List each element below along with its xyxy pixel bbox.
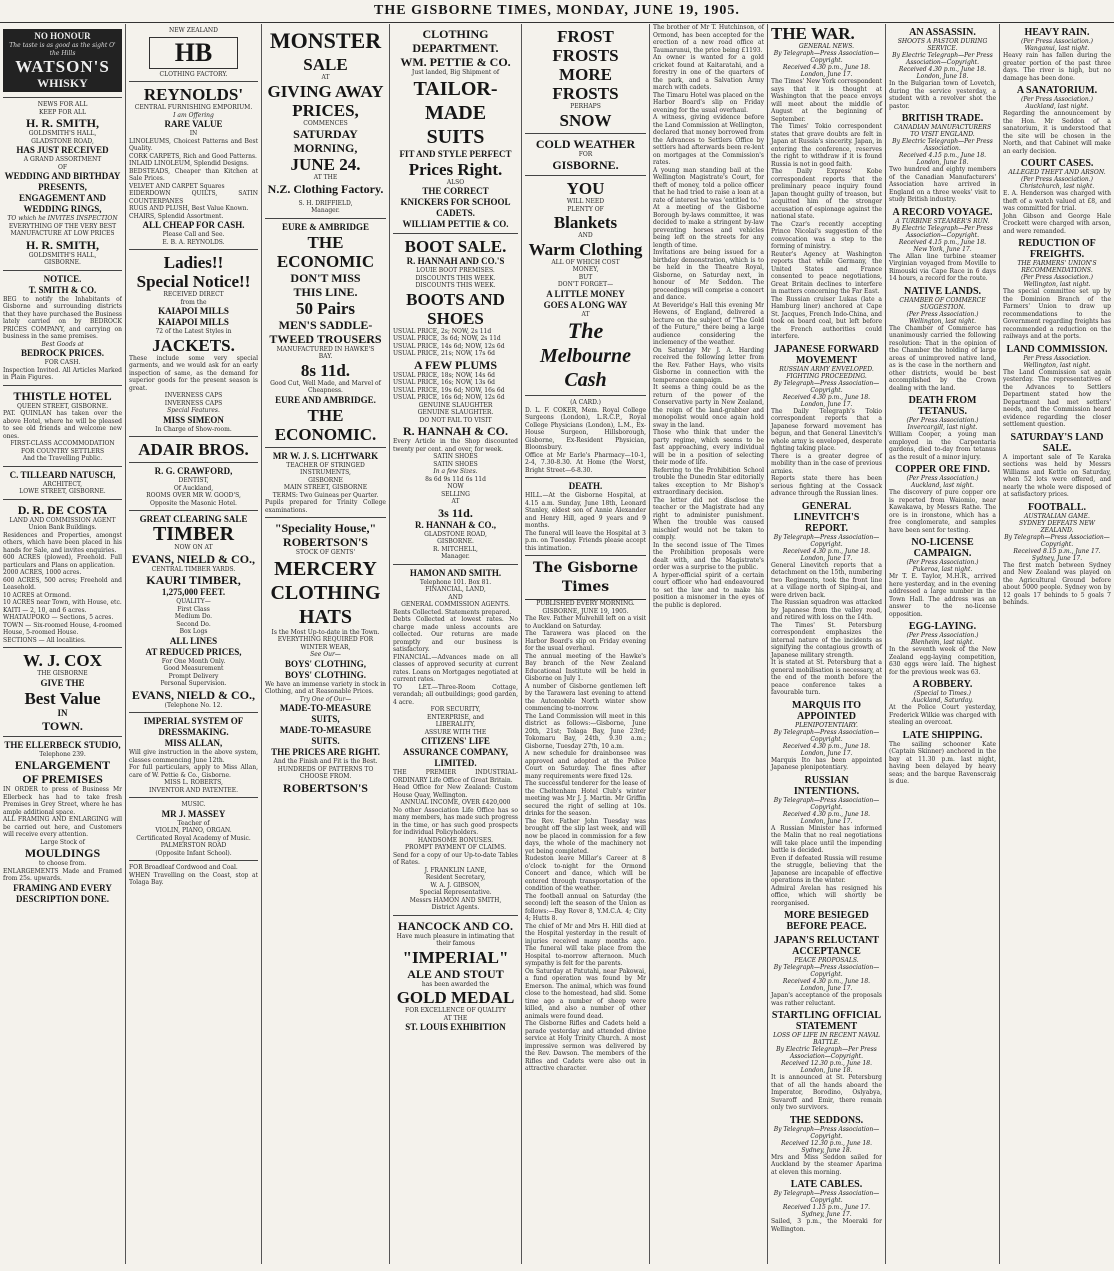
notice-ad: NOTICE. T. SMITH & CO. BEG to notify the Inhabitants of Gisborne and surrounding districts that they have purchased the Business lately carried on by BEDROCK PRICES COMPANY, and carrying on business in the same premises. Best Goods at BEDROCK PRICES. FOR CASH. Inspection Invited. All Articles Marked in Plain Figures. bbox=[3, 271, 122, 386]
native-lands-news: NATIVE LANDS. CHAMBER OF COMMERCE SUGGESTION. (Per Press Association.) Wellington, last night. The Chamber of Commerce has unanimously carried the following resolution: That in the opinion of the Chamber the holding of large areas of unimproved native land, as is the case in the northern and other districts, would be best accomplished by the Crown dealing with the land. bbox=[889, 285, 996, 392]
late-cables: LATE CABLES. By Telegraph—Press Association—Copyright. Received 1.15 p.m., June 17. Sydney, June 17. Sailed, 3 p.m., the Moeraki for Wellington. bbox=[771, 1179, 882, 1233]
boot-sale-ad: BOOT SALE. R. HANNAH AND CO.'S LOUIE BOOT PREMISES. DISCOUNTS THIS WEEK. DISCOUNTS THIS WEEK. BOOTS AND SHOES USUAL PRICE, 2s; NOW, 2s 11d USUAL PRICE, 3s 6d; NOW, 2s 11d USUAL PRICE, 14s 6d; NOW, 12s 6d USUAL PRICE, 21s; NOW, 17s 6d A FEW PLUMS USUAL PRICE, 18s; NOW, 14s 6d USUAL PRICE, 16s; NOW, 13s 6d USUAL PRICE, 19s 6d; NOW, 16s 6d USUAL PRICE, 16s 6d; NOW, 12s 6d GENUINE SLAUGHTER GENUINE SLAUGHTER. DO NOT FAIL TO VISIT R. HANNAH & CO. Every Article in the Shop discounted twenty per cent. and over, for week. SATIN SHOES SATIN SHOES In a few Sizes. 8s 6d 9s 11d 6s 11d NOW SELLING AT 3s 11d. R. HANNAH & CO., GLADSTONE ROAD, GISBORNE. R. MITCHELL, Manager. bbox=[393, 234, 518, 565]
timber-ad: GREAT CLEARING SALE TIMBER NOW ON AT EVANS, NIELD & CO., CENTRAL TIMBER YARDS. KAURI TIMBER, 1,275,000 FEET. QUALITY— First Class Medium Do. Second Do. Box Logs ALL LINES AT REDUCED PRICES, For One Month Only. Good Measurement Prompt Delivery Personal Supervision. EVANS, NIELD & CO., (Telephone No. 12. bbox=[129, 511, 258, 713]
column-1 bbox=[0, 24, 126, 1264]
reynolds-ad: REYNOLDS' CENTRAL FURNISHING EMPORIUM. I am Offering RARE VALUE IN LINOLEUMS, Choicest Patterns and Best Quality. CORK CARPETS, Rich and Good Patterns. INLAID LINOLEUM, Splendid Designs. BEDSTEADS, Cheaper than Kitchen at Sale Prices. VELVET AND CARPET Squares EIDERDOWN QUILTS, SATIN COUNTERPANES RUGS AND PLUSH, Best Value Known. CHAIRS, Splendid Assortment. ALL CHEAP FOR CASH. Please Call and See. E. B. A. REYNOLDS. bbox=[129, 82, 258, 250]
assassin-news: AN ASSASSIN. SHOOTS A PASTOR DURING SERVICE. By Electric Telegraph—Per Press Association—Copyright. Received 4.30 p.m., June 18. London, June 18. In the Bulgarian town of Lovetch, during the service yesterday, a student with a revolver shot the pastor. bbox=[889, 27, 996, 110]
lichtwark-ad: MR W. J. S. LICHTWARK TEACHER OF STRINGED INSTRUMENTS, GISBORNE MAIN STREET, GISBORNE TERMS: Two Guineas per Quarter. Pupils prepared for Trinity College examinations. bbox=[265, 448, 386, 519]
russian-intentions: RUSSIAN INTENTIONS. By Telegraph—Press Association—Copyright. Received 4.30 p.m., June 18. London, June 17. A Russian Minister has informed the Malin that no real negotiations will take place until the impending battle is decided. Even if defeated Russia will resume the struggle, believing that the Japanese are incapable of effective operations in the winter. Admiral Avelan has resigned his office, which will shortly be reorganised. bbox=[771, 774, 882, 907]
local-news: The brother of Mr T. Hutchinson, of Ormond, has been accepted for the erection of a new road office at Taumarunui, the price being £1193. An owner is wanted for a gold cricket found at Kaitaratahi, and a forestry in one of the quarters of the park, and a Salvation Army march with cadets. The Timaru Hotel was placed on the Harbor Board's slip on Friday evening for the usual overhaul. A witness, giving evidence before the Land Commission at Wellington, declared that money borrowed from the Advances to Settlers Office by settlers had afterwards been re-lent on mortgages at the Commission's rates. A young man standing bail at the Wellington Magistrate's Court, for theft of money, told a police officer that he had tried to raise a loan at a rate of interest he was 'entitled to.' At a meeting of the Gisborne Borough by-laws committee, it was decided to make a stringent by-law preventing horses and vehicles being left on the streets for any length of time. Invitations are being issued for a birthday demonstration, which is to be held in the Theatre Royal, Gisborne, on Saturday next, in honour of Mr Seddon. The proceedings will comprise a concert and dance. At Beveridge's Hall this evening Mr Hewens, of England, delivered a lecture on the subject of "The Gold of the Future," there being a large audience considering the inclemency of the weather. On Saturday Mr J. A. Harding received the following letter from the Rev. Father Hays, who visits Gisborne in connection with the temperance campaign. It seems a thing could be as the return of the power of the Conservative party in New Zealand, the reign of the land-grabber and monopolist would once again hold sway in the land. Those who think that under the party regime, which seems to be fast approaching, every individual will be in a position of selecting their mode of life. Referring to the Prohibition School trouble the Dunedin Star editorially takes exception to Mr Bishop's extraordinary decision. The letter did not disclose the teacher or the Magistrate had any right to administer punishment. When the trouble was caused mischief would not be taken to comply. In the second issue of The Times the Prohibition proposals were dealt with, and the Magistrate's order was a surprise to the public. A hyper-official spirit of a certain court officer who had endeavoured to set the law and to make his position a misnomer in the eyes of the public is deplored. bbox=[653, 24, 764, 609]
column-2 bbox=[126, 24, 262, 1264]
masthead: THE GISBORNE TIMES, MONDAY, JUNE 19, 1905. bbox=[0, 0, 1114, 23]
naval-battle-loss: STARTLING OFFICIAL STATEMENT LOSS OF LIFE IN RECENT NAVAL BATTLE. By Electric Telegraph—Per Press Association—Copyright. Received 12.30 p.m., June 18. London, June 18. It is announced at St. Petersburg that of all the hands aboard the Imperator, Borodino, Oslyabya, Suvaroff and Emir, there remain only two survivors. bbox=[771, 1010, 882, 1111]
ladies-ad: Ladies!! Special Notice!! RECEIVED DIRECT from the KAIAPOI MILLS KAIAPOI MILLS 72 of the Latest Styles in JACKETS. These include some very special garments, and we would ask for an early inspection of same, as the demand for superior goods for the present season is great. INVERNESS CAPS INVERNESS CAPS Special Features. MISS SIMEON In Charge of Show-room. bbox=[129, 250, 258, 437]
crawford-ad: R. G. CRAWFORD, DENTIST, Of Auckland, ROOMS OVER MR W. GOOD'S, Opposite the Masonic Hotel. bbox=[129, 463, 258, 511]
football-news: FOOTBALL. AUSTRALIAN GAME. SYDNEY DEFEATS NEW ZEALAND. By Telegraph—Press Association—Copyright. Received 8.15 p.m., June 17. Sydney, June 17. The first match between Sydney and New Zealand was played on the Agricultural Ground before about 5000 people. Sydney won by 12 goals 17 behinds to 5 goals 7 behinds. bbox=[1003, 501, 1111, 606]
de-costa-ad: D. R. DE COSTA LAND AND COMMISSION AGENT Union Bank Buildings. Residences and Properties, amongst others, which have been placed in his hands for Sale, and invites enquiries. 600 ACRES (plowed), Freehold. Full particulars and Plans on application. 2000 ACRES, 1000 acres. 600 ACRES, 500 acres; Freehold and Leasehold. 10 ACRES at Ormond. 10 ACRES near Town, with House, etc. KAITI — 2, 10, and 6 acres. WHATAUPOKO — Sections, 5 acres. TOWN — Six-roomed House, 4-roomed House, 5-roomed House. SECTIONS — All localities. bbox=[3, 500, 122, 649]
pettie-clothing-ad: CLOTHING DEPARTMENT. WM. PETTIE & CO. Just landed, Big Shipment of TAILOR- MADE SUITS FIT AND STYLE PERFECT Prices Right. ALSO THE CORRECT KNICKERS FOR SCHOOL CADETS. WILLIAM PETTIE & CO. bbox=[393, 24, 518, 234]
japanese-movement: JAPANESE FORWARD MOVEMENT RUSSIAN ARMY ENVELOPED. FIGHTING PROCEEDING. By Telegraph—Press Association—Copyright. Received 4.30 p.m., June 18. London, June 17. The Daily Telegraph's Tokio correspondent reports that a Japanese forward movement has begun, and that General Linevitch's whole army is enveloped, desperate fighting taking place. There is a greater degree of mobility than in the case of previous armies. Reports state there has been serious fighting at the Cossack advance through the Russian lines. bbox=[771, 343, 882, 497]
melbourne-cash-ad: FROST FROSTS MORE FROSTS PERHAPS SNOW COLD WEATHER FOR GISBORNE. YOU WILL NEED PLENTY OF Blankets AND Warm Clothing ALL OF WHICH COST MONEY, BUT DON'T FORGET— A LITTLE MONEY GOES A LONG WAY AT The Melbourne Cash bbox=[525, 24, 646, 396]
column-5 bbox=[522, 24, 650, 1264]
dressmaking-ad: IMPERIAL SYSTEM OF DRESSMAKING. MISS ALLAN, Will give instruction in the above system, classes commencing June 12th. For full particulars, apply to Miss Allan, care of W. Pettie & Co., Gisborne. MISS L. ROBERTS, INVENTOR AND PATENTEE. bbox=[129, 713, 258, 798]
speciality-house-ad: "Speciality House," ROBERTSON'S STOCK OF GENTS' MERCERY CLOTHING HATS Is the Most Up-to-date in the Town. EVERYTHING REQUIRED FOR WINTER WEAR, See Our— BOYS' CLOTHING, BOYS' CLOTHING. We have an immense variety in stock in Clothing, and at Reasonable Prices. Try One of Our— MADE-TO-MEASURE SUITS, MADE-TO-MEASURE SUITS. THE PRICES ARE RIGHT. And the Finish and Fit is the Best. HUNDREDS OF PATTERNS TO CHOOSE FROM. ROBERTSON'S bbox=[265, 521, 386, 795]
natusch-ad: C. TILLEARD NATUSCH, ARCHITECT, LOWE STREET, GISBORNE. bbox=[3, 467, 122, 500]
seddons-news: THE SEDDONS. By Telegraph—Press Association—Copyright. Received 12.30 p.m., June 18. Sydney, June 18. Mrs and Miss Seddon sailed for Auckland by the steamer Aparima at eleven this morning. bbox=[771, 1114, 882, 1176]
massey-ad: MUSIC. MR J. MASSEY Teacher of VIOLIN, PIANO, ORGAN. Certificated Royal Academy of Music. PALMERSTON ROAD (Opposite Infant School). bbox=[129, 798, 258, 861]
no-license-news: NO-LICENSE CAMPAIGN. (Per Press Association.) Pukeroa, last night. Mr T. E. Taylor, M.H.R., arrived here yesterday, and in the evening addressed a large number in the Town Hall. The address was an answer to the no-license opposition. bbox=[889, 537, 996, 618]
peace-proposals: MORE BESIEGED BEFORE PEACE. JAPAN'S RELUCTANT ACCEPTANCE PEACE PROPOSALS. By Telegraph—Press Association—Copyright. Received 4.30 p.m., June 18. London, June 17. Japan's acceptance of the proposals was rather reluctant. bbox=[771, 910, 882, 1007]
late-shipping-news: LATE SHIPPING. The sailing schooner Kate (Captain Skinner) anchored in the bay at 11.30 p.m. last night, having been delayed by heavy seas; and the barque Ravenscraig is due. bbox=[889, 729, 996, 785]
heavy-rain-news: HEAVY RAIN. (Per Press Association.) Wanganui, last night. Heavy rain has fallen during the greater portion of the past three days. The river is high, but no damage has been done. bbox=[1003, 27, 1111, 82]
robbery-news: A ROBBERY. (Special to Times.) Auckland, Saturday. At the Police Court yesterday, Frederick Wilkie was charged with stealing an overcoat. bbox=[889, 679, 996, 726]
column-7 bbox=[768, 24, 886, 1264]
tetanus-news: DEATH FROM TETANUS. (Per Press Association.) Invercargill, last night. William Cooper, a young man employed in the Carpentaria gardens, died to-day from tetanus as the result of a minor injury. bbox=[889, 395, 996, 461]
wood-ad: FOR Broadleaf Cordwood and Coal. WHEN Travelling on the Coast, stop at Tolaga Bay. bbox=[129, 864, 258, 886]
linevitch-report: GENERAL LINEVITCH'S REPORT. By Telegraph—Press Association—Copyright. Received 4.30 p.m., June 18. London, June 17. General Linevitch reports that a detachment on the 15th, numbering two Regiments, took the front line at a village north of Siping-ai, and were driven back. The Russian squadron was attacked by Japanese from the valley road, and retired with loss on the 14th. The Times' St. Petersburg correspondent emphasizes the internal nature of the incidents as signifying the contagious growth of Japanese military strength. It is stated at St. Petersburg that a general mobilisation is necessary, at the end of the month before the peace conference takes a favourable turn. bbox=[771, 500, 882, 696]
hb-clothing-ad: NEW ZEALAND HB CLOTHING FACTORY. bbox=[129, 24, 258, 82]
copper-news: COPPER ORE FIND. (Per Press Association.) Auckland, last night. The discovery of pure copper ore is reported from Waiomio, near Kawakawa, by Messrs Rathe. The ore is in ironstone, which has a free conglomerate, and samples have been sent for testing. bbox=[889, 464, 996, 534]
column-6 bbox=[650, 24, 768, 1264]
hamon-smith-ad: HAMON AND SMITH. Telephone 101. Box 81. FINANCIAL, LAND, AND GENERAL COMMISSION AGENTS. Rents Collected. Statements prepared. Debts Collected at lowest rates. No charge made unless accounts are collected. Our returns are made promptly and our business is satisfactory. FINANCIAL.—Advances made on all classes of approved security at current rates. Loans on Mortgages negotiated at current rates. TO LET.—Three-Room Cottage, verandah; all outbuildings; good garden, 4 acre. FOR SECURITY, ENTERPRISE, and LIBERALITY, ASSURE WITH THE CITIZENS' LIFE ASSURANCE COMPANY, LIMITED. THE PREMIER INDUSTRIAL-ORDINARY Life Office of Great Britain. Head Office for New Zealand: Custom House Quay, Wellington. ANNUAL INCOME, OVER £420,000 No other Association Life Office has so many members, has made such progress in the time, or has such good prospects for individual Policyholders. HANDSOME BONUSES. PROMPT PAYMENT OF CLAIMS. Send for a copy of our Up-to-date Tables of Rates. J. FRANKLIN LANE, Resident Secretary, W. A. J. GIBSON, Special Representative. Messrs HAMON AND SMITH, District Agents. bbox=[393, 565, 518, 916]
adair-ad: ADAIR BROS. bbox=[129, 437, 258, 463]
smith-ad: NEWS FOR ALL KEEP FOR ALL H. R. SMITH, GOLDSMITH'S HALL, GLADSTONE ROAD, HAS JUST RECEIVED A GRAND ASSORTMENT OF WEDDING AND BIRTHDAY PRESENTS, ENGAGEMENT AND WEDDING RINGS, TO which he INVITES INSPECTION EVERYTHING OF THE VERY BEST MANUFACTURE AT LOW PRICES H. R. SMITH, GOLDSMITH'S HALL, GISBORNE. bbox=[3, 98, 122, 271]
freights-news: REDUCTION OF FREIGHTS. THE FARMERS' UNION'S RECOMMENDATIONS. (Per Press Association.) Wellington, last night. The special committee set up by the Dominion Branch of the Farmers' Union to draw up recommendations to the Government regarding freights has recommended a reduction on the railways and at the ports. bbox=[1003, 238, 1111, 340]
watsons-ad bbox=[3, 24, 122, 98]
column-3 bbox=[262, 24, 390, 1264]
economic-ad: EURE & AMBRIDGE THE ECONOMIC DON'T MISS THIS LINE. 50 Pairs MEN'S SADDLE- TWEED TROUSERS MANUFACTURED IN HAWKE'S BAY. 8s 11d. Good Cut, Well Made, and Marvel of Cheapness. EURE AND AMBRIDGE. THE ECONOMIC. bbox=[265, 219, 386, 448]
war-news: THE WAR. GENERAL NEWS. By Telegraph—Press Association—Copyright. Received 4.30 p.m., June 18. London, June 17. The Times' New York correspondent says that it is thought at Washington that the peace envoys will meet about the middle of August at the beginning of September. The Times' Tokio correspondent states that grave doubts are felt in Japan at Russia's sincerity. Japan, in entering the conference, reserves the right to withdraw if it is found Russia is not in good faith. The Daily Express' Kobe correspondent reports that the preliminary peace inquiry found Japan thought guilty of treason, but acquitted him of the stronger accusation of espionage against the national state. The Czar's recently accepting Prince Nicolai's suggestion of the convocation was a step to the forming of ministry. Reuter's Agency at Washington reports that while Germany, the United States and France consented to peace negotiations, Great Britain declines to interfere in matters concerning the Far East. The Russian cruiser Lukas (late a Hamburg liner) anchored at Cape St. Jacques, French Indo-China, and took on board coal, but left before the French authorities could interfere. bbox=[771, 24, 882, 340]
egg-laying-news: EGG-LAYING. (Per Press Association.) Blenheim, last night. In the seventh week of the New Zealand egg-laying competition, 630 eggs were laid. The highest for the previous week was 63. bbox=[889, 621, 996, 676]
death-notice: DEATH. HILL.—At the Gisborne Hospital, at 4.15 a.m. Sunday, June 18th, Leonard Stanley, eldest son of Annie Alexander and Henry Hill, aged 9 years and 9 months. The funeral will leave the Hospital at 3 p.m. on Tuesday. Friends please accept this intimation. bbox=[525, 478, 646, 556]
land-commission-news: LAND COMMISSION. Per Press Association. Wellington, last night. The Land Commission sat again yesterday. The representatives of the Advances to Settlers Department stated how the Department had met settlers' needs, and the Commission heard evidence regarding the closer settlement question. bbox=[1003, 343, 1111, 428]
coker-card: (A CARD.) D. L. F. COKER, Mem. Royal College Surgeons (London), L.R.C.P., Royal College Physicians (London), L.M., Ex-House Surgeon, Hillsborough, Gisborne, Ex-Resident Physician, Bloomsbury. Office at Mr Earle's Pharmacy—10-1, 2-4, 7.30-8.30. At Home (the Worst, Bright Street—6-8.30. bbox=[525, 396, 646, 478]
marquis-ito: MARQUIS ITO APPOINTED PLENIPOTENTIARY. By Telegraph—Press Association—Copyright. Received 4.30 p.m., June 18. London, June 17. Marquis Ito has been appointed Japanese plenipotentiary. bbox=[771, 699, 882, 771]
monster-sale-ad: MONSTER SALE AT GIVING AWAY PRICES, COMMENCES SATURDAY MORNING, JUNE 24. AT THE N.Z. Clothing Factory. S. H. DRIFFIELD, Manager. bbox=[265, 24, 386, 219]
record-voyage-news: A RECORD VOYAGE. A TURBINE STEAMER'S RUN. By Electric Telegraph—Per Press Association—Copyright. Received 4.15 p.m., June 18. New York, June 17. The Allan line turbine steamer Virginian voyaged from Moville to Rimouski via Cape Race in 6 days 14 hours, a record for the route. bbox=[889, 206, 996, 282]
ellerbeck-studio-ad: THE ELLERBECK STUDIO, Telephone 239. ENLARGEMENT OF PREMISES IN ORDER to press of Business Mr Ellerbeck has had to take fresh Premises in Grey Street, where he has ample additional space. ALL FRAMING AND ENLARGING will be carried out here, and Customers will receive every attention. Large Stock of MOULDINGS to choose from. ENLARGEMENTS Made and Framed from 25s. upwards. FRAMING AND EVERY DESCRIPTION DONE. bbox=[3, 739, 122, 904]
court-cases-news: COURT CASES. ALLEGED THEFT AND ARSON. (Per Press Association.) Christchurch, last night. E. A. Henderson was charged with theft of a watch valued at £8, and was committed for trial. John Gibson and George Hale Crockett were charged with arson, and were remanded. bbox=[1003, 158, 1111, 235]
column-8 bbox=[886, 24, 1000, 1264]
column-4 bbox=[390, 24, 522, 1264]
column-9 bbox=[1000, 24, 1114, 1264]
sanatorium-news: A SANATORIUM. (Per Press Association.) Auckland, last night. Regarding the announcement by the Hon. Mr Seddon of a sanatorium, it is understood that the site will be chosen in the North, and that Cabinet will make an early decision. bbox=[1003, 85, 1111, 155]
land-sale-news: SATURDAY'S LAND SALE. A important sale of Te Karaka sections was held by Messrs Williams and Kettle on Saturday, when 52 lots were offered, and nearly the whole were disposed of at satisfactory prices. bbox=[1003, 431, 1111, 498]
gisborne-times-editorial: The Gisborne Times PUBLISHED EVERY MORNING. GISBORNE, JUNE 19, 1905. The Rev. Father Mulvehill left on a visit to Auckland on Saturday. The Tarawera was placed on the Harbor Board's slip on Friday evening for the usual overhaul. The annual meeting of the Hawke's Bay branch of the New Zealand Educational Institute will be held in Gisborne on July 1. A number of Gisborne gentlemen left by the Tarawera last evening to attend the Automobile North winter show commencing to-morrow. The Land Commission will meet in this district as follows:—Gisborne, June 20th, 21st; Tolaga Bay, June 23rd; Tokomaru Bay, 24th, 9.30 a.m.; Gisborne, Tuesday 27th, 10 a.m. A new schedule for drainbonsee was approved and adopted at the Police Court on Saturday. The fines after many requirements were fixed 12s. The successful tenderer for the lease of the Cheltenham Hotel Club's winter meeting was Mr J. J. Martin. Mr Griffin secured the right of selling at 10s. drinks for the season. The Rev. Father John Tuesday was brought off the slip last week, and will now be placed in commission for a few days, the whole of the machinery not yet being completed. Rudeston leave Millar's Career at 8 o'clock to-night for the Ormond Concert and dance, which will be entered through transportation of the condition of the weather. The football annual on Saturday (the second) left the season of the Union as follows:—Bay Rover 8, Y.M.C.A. 4; City 4; Hutts 8. The chief of Mr and Mrs H. Hill died at the Hospital yesterday in the result of injuries received many months ago. The funeral will take place from the Hospital to-morrow afternoon. Much sympathy is felt for the parents. On Saturday at Patutahi, near Pakowai, a fund operation was found by Mr Emerson. The animal, which was found close to the homestead, had slid. Some time ago a number of sheep were killed, and also a number of other animals were found dead. The Gisborne Rifles and Cadets held a parade yesterday and attended divine service at Holy Trinity Church. A most impressive sermon was delivered by the Rev. Dawson. The members of the Rifles and Cadets were also out in attractive character. bbox=[525, 560, 646, 1072]
watsons-logo: NO HONOUR The taste is as good as the sight O' the Hills WATSON'S WHISKY bbox=[3, 29, 122, 92]
british-trade-news: BRITISH TRADE. CANADIAN MANUFACTURERS TO VISIT ENGLAND. By Electric Telegraph—Per Press Association. Received 4.15 p.m., June 18. London, June 18. Two hundred and eighty members of the Canadian Manufacturers' Association have arrived in England on a three weeks' visit to study British industry. bbox=[889, 113, 996, 203]
thistle-hotel-ad: THISTLE HOTEL QUEEN STREET, GISBORNE. PAT. QUINLAN has taken over the above Hotel, where he will be pleased to see old friends and welcome new ones. FIRST-CLASS ACCOMMODATION FOR COUNTRY SETTLERS And the Travelling Public. bbox=[3, 386, 122, 467]
cox-ad: W. J. COX THE GISBORNE GIVE THE Best Value IN TOWN. bbox=[3, 648, 122, 737]
hancock-ad: HANCOCK AND CO. Have much pleasure in intimating that their famous "IMPERIAL" ALE AND STOUT has been awarded the GOLD MEDAL FOR EXCELLENCE OF QUALITY AT THE ST. LOUIS EXHIBITION bbox=[396, 918, 515, 1032]
